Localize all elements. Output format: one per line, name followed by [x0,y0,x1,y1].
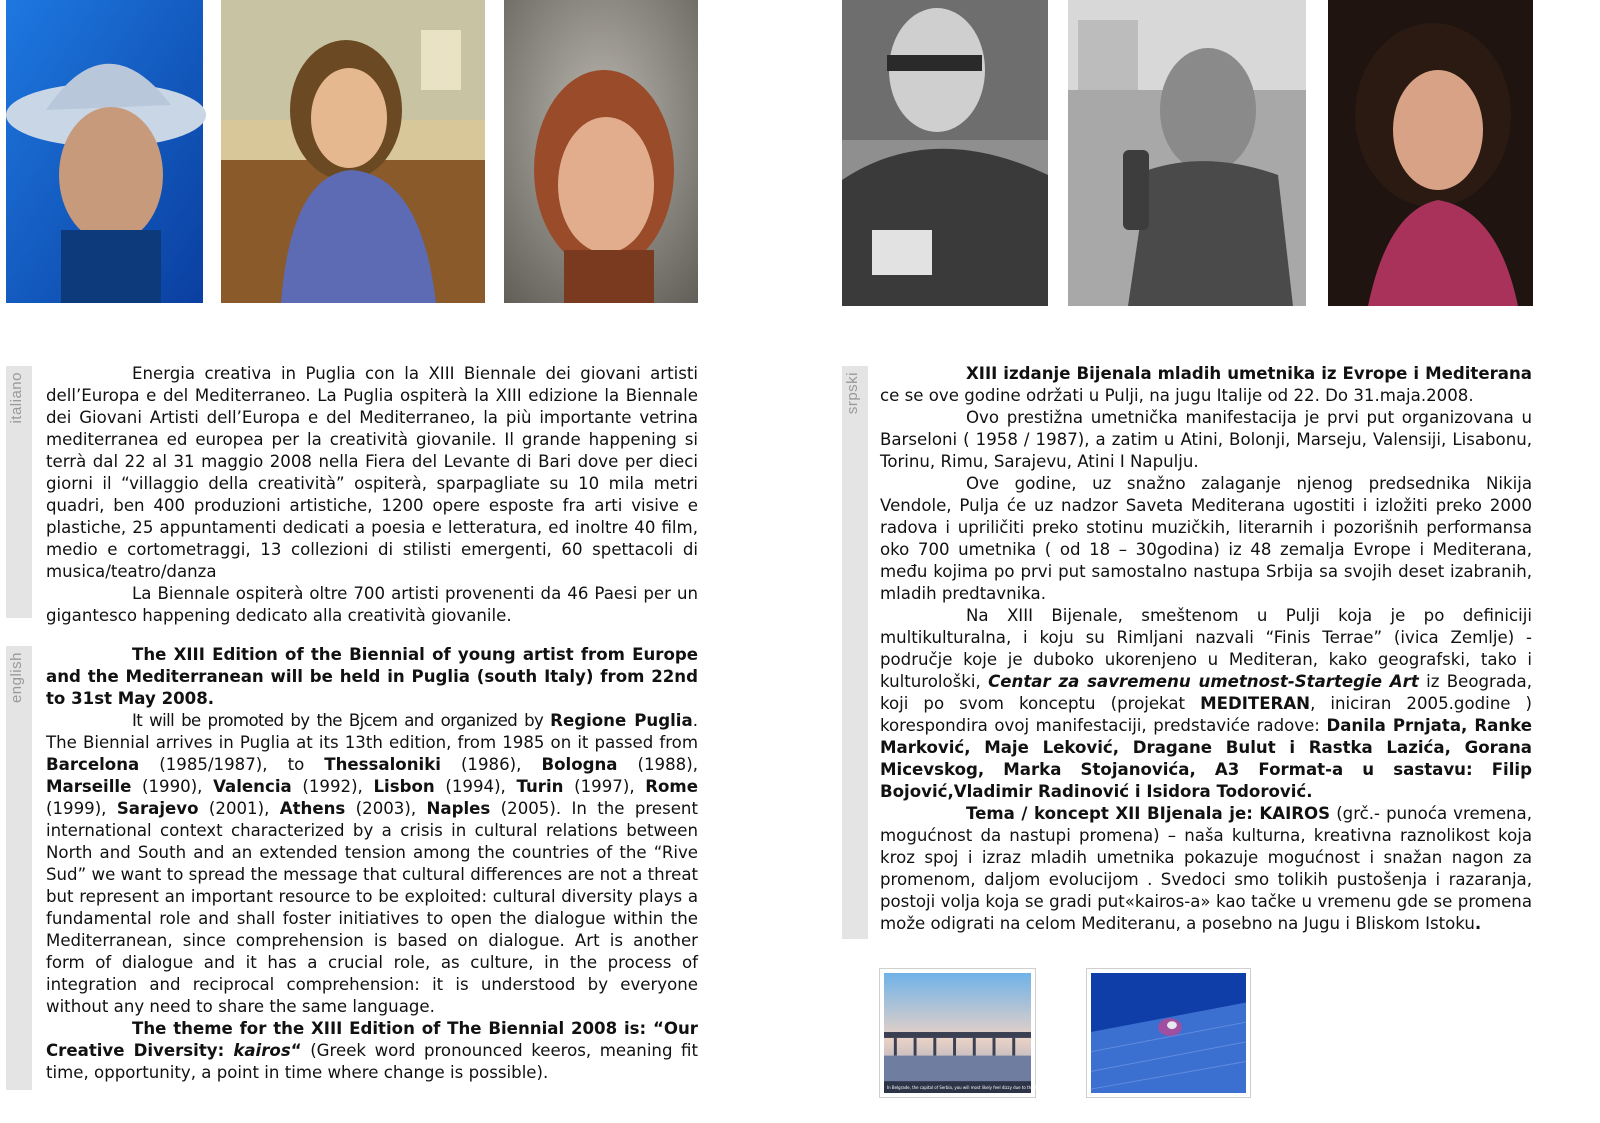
serbian-paragraph-2: Ovo prestižna umetnička manifestacija je prvi put organizovana u Barseloni ( 1958 / 1987), a zatim u Atini, Bolonji, Marseju, Valensiji, Lisabonu, Torinu, Rimu, Sarajevu, Atini I Napulju. [880,408,1532,471]
thumbnail-bridge-sunset [879,968,1062,1098]
english-theme-paragraph: The theme for the XIII Edition of The Biennial 2008 is: “Our Creative Diversity: kairos“ (Greek word pronounced keeros, meaning fit time, opportunity, a point in time where change is possible). [46,1019,699,1082]
portrait-man-hat [6,0,203,303]
portrait-woman-curly-hair [1328,0,1533,306]
english-paragraph-1: It will be promoted by the Bjcem and organized by Regione Puglia. The Biennial arrives in Puglia at its 13th edition, from 1985 on it passed from Barcelona (1985/1987), to Thessaloniki (1986), Bologna (1988), Marseille (1990), Valencia (1992), Lisbon (1994), Turin (1997), Rome (1999), Sarajevo (2001), Athens (2003), Naples (2005). In the present international context characterized by a crisis in cultural relations between North and South and an extended tension among the countries of the “Rive Sud” we want to spread the message that cultural differences are not a threat but represent an important resource to be exploited: cultural diversity plays a fundamental role and shall foster initiatives to open the dialogue within the Mediterranean, since comprehension is based on dialogue. Art is another form of dialogue and it has a crucial role, as culture, in the process of integration and reciprocal comprehension: it is understood by everyone without any need to share the same language. [46,711,698,1016]
serbian-section [880,363,1532,935]
english-section [46,644,698,1084]
portrait-woman-red-shirt [221,0,485,303]
portrait-woman-red-hair [504,0,698,303]
serbian-paragraph-3: Ove godine, uz snažno zalaganje njenog predsednika Nikija Vendole, Pulja će uz nadzor Saveta Mediterana ugostiti i izložiti preko 2000 radova i upriličiti preko stotinu muzičkih, literarnih i pozorišnih performansa oko 700 umetnika ( od 18 – 30godina) iz 48 zemalja Evrope i Mediterana, među kojima po prvi put samostalno nastupa Srbija sa svojih deset izabranih, mladih predtavnika. [880,474,1532,603]
portrait-man-headphones [842,0,1048,306]
italian-label: italiano [8,372,25,424]
serbian-label-bar [842,366,868,939]
thumbnail-blue-installation [1086,968,1251,1098]
portrait-man-scarf [1068,0,1306,306]
svg-text:In Belgrade, the capital of Se: In Belgrade, the capital of Serbia, you will most likely feel dizzy due to the height from... [886,1085,1062,1091]
english-label: english [8,652,25,704]
italian-paragraph-2: La Biennale ospiterà oltre 700 artisti provenenti da 46 Paesi per un gigantesco happening dedicato alla creatività giovanile. [46,584,698,625]
italian-section [46,363,698,627]
serbian-paragraph-4: Na XIII Bijenale, smeštenom u Pulji koja je po definiciji multikulturalna, i koju su Rimljani nazvali “Finis Terrae” (ivica Zemlje) - područje koje je duboko ukorenjeno u Mediteran, kako geografski, tako i kulturološki, Centar za savremenu umetnost-Startegie Art iz Beograda, koji po svom konceptu (projekat MEDITERAN, iniciran 2005.godine ) korespondira ovoj manifestaciji, predstaviće radove: Danila Prnjata, Ranke Marković, Maje Leković, Dragane Bulut i Rastka Lazića, Gorana Micevskog, Marka Stojanovića, A3 Format-a u sastavu: Filip Bojović,Vladimir Radinović i Isidora Todorović. [880,606,1532,801]
italian-label-bar [6,366,32,618]
serbian-paragraph-5: Tema / koncept XII BIjenala je: KAIROS (grč.- punoća vremena, mogućnost da nastupi promena) – naša kulturna, kreativna raznolikost koja kroz spoj i izraz mladih umetnika pokazuje mogućnost i snažan nagon za promenom, daljom evolucijom . Svedoci smo tolikih pustošenja i razaranja, postoji volja koja se gradi put«kairos-a» kao tačke u vremenu gde se promena može odigrati na celom Mediteranu, a posebno na Jugu i Bliskom Istoku. [880,804,1533,933]
serbian-label: srpski [844,372,861,415]
english-label-bar [6,646,32,1090]
serbian-paragraph-1: XIII izdanje Bijenala mladih umetnika iz Evrope i Mediterana ce se ove godine održati u Pulji, na jugu Italije od 22. Do 31.maja.2008. [880,364,1532,405]
italian-paragraph-1: Energia creativa in Puglia con la XIII Biennale dei giovani artisti dell’Europa e del Mediterraneo. La Puglia ospiterà la XIII edizione la Biennale dei Giovani Artisti dell’Europa e del Mediterraneo, la più importante vetrina mediterranea ed europea per la creatività giovanile. Il grande happening si terrà dal 22 al 31 maggio 2008 nella Fiera del Levante di Bari dove per dieci giorni il “villaggio della creatività” ospiterà, sparpagliate su 10 mila metri quadri, ben 400 produzioni artistiche, 1200 opere esposte fra arti visive e plastiche, 25 appuntamenti dedicati a poesia e letteratura, ed inoltre 40 film, medio e cortometraggi, 13 collezioni di stilisti emergenti, 60 spettacoli di musica/teatro/danza [46,364,698,581]
english-heading: The XIII Edition of the Biennial of young artist from Europe and the Mediterranean will be held in Puglia (south Italy) from 22nd to 31st May 2008. [46,645,698,708]
